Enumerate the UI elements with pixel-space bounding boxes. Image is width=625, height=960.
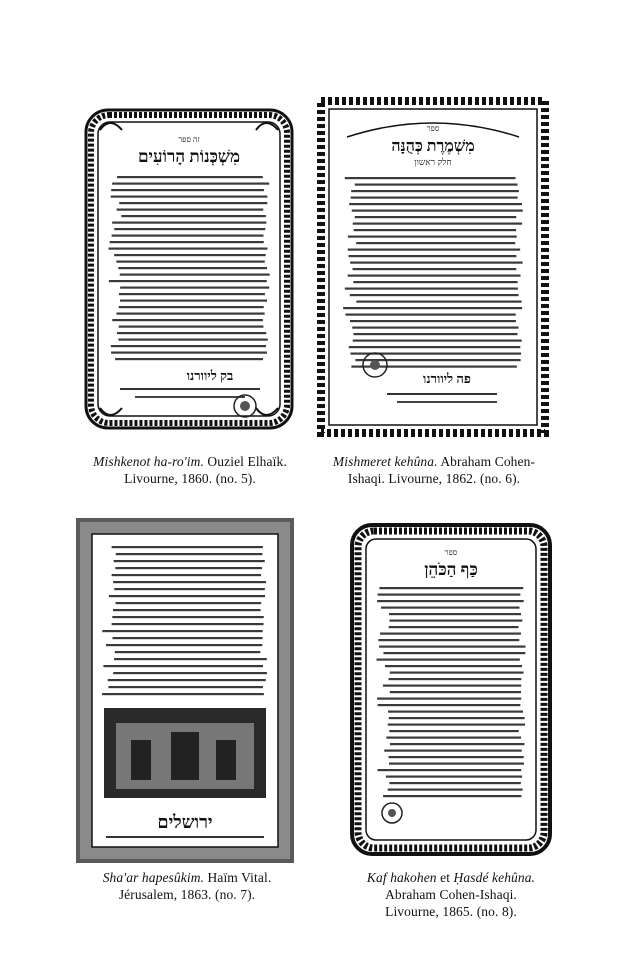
text-line [355,216,516,218]
text-line [348,275,521,277]
text-line [383,652,525,654]
caption-connector: et [436,870,454,885]
text-line [389,678,522,680]
caption-title-2: Ḥasdé kehûna. [453,870,536,885]
caption-figure-8 [340,869,562,920]
text-line [112,574,261,576]
text-line [111,196,268,198]
text-line [102,630,262,632]
caption-figure-7 [82,869,292,903]
caption-title: Mishkenot ha-ro'im. [93,454,204,469]
ornamental-frame-image [76,518,294,863]
plate-subtitle: חלק ראשון [414,157,452,167]
text-line [119,306,264,308]
plate-title: ירושלים [157,812,213,832]
text-line [102,693,264,695]
text-line [116,602,262,604]
text-line [351,190,519,192]
text-line [115,651,261,653]
text-line [377,698,521,700]
caption-line-2: Ishaqi. Livourne, 1862. (no. 6). [347,471,521,486]
text-line [348,236,517,238]
text-line [117,176,263,178]
plate-title: מִשְׁמֶרֶת כְּהֻנָּה [391,138,475,155]
text-line [377,600,524,602]
text-line [389,763,524,765]
text-line [114,254,266,256]
text-line [114,658,267,660]
ornamental-frame-image [80,104,298,434]
text-line [388,789,523,791]
text-line [118,267,267,269]
text-line [350,294,519,296]
text-line [381,607,519,609]
text-line [112,616,263,618]
text-line [111,345,266,347]
text-line [118,339,267,341]
hebrew-text-lines [109,176,270,360]
text-line [353,268,517,270]
plate-place: בק ליוורנו [186,368,234,383]
text-line [113,672,267,674]
text-line [379,587,523,589]
text-line [110,241,264,243]
text-line [390,743,524,745]
text-line [106,644,262,646]
text-line [349,255,517,257]
title-page-plate-shaar [76,518,294,863]
text-line [389,613,521,615]
text-line [112,637,262,639]
plate-title: כַּף הַכֹּהֵן [424,560,478,579]
plate-title: מִשְׁכְּנוֹת הָרוֹעִים [137,147,241,166]
caption-line-3: Livourne, 1865. (no. 8). [385,904,517,919]
text-line [111,189,264,191]
text-line [109,248,268,250]
caption-title: Mishmeret kehûna. [332,454,438,469]
text-line [114,588,265,590]
header-small: זה ספר [178,135,200,144]
text-line [352,327,518,329]
text-line [112,546,263,548]
text-line [115,358,263,360]
text-line [119,202,267,204]
text-line [386,737,521,739]
text-line [117,209,264,211]
text-line [350,262,522,264]
text-line [119,326,264,328]
text-line [383,685,521,687]
text-line [378,704,521,706]
text-line [388,724,525,726]
text-line [345,288,518,290]
ornamental-frame-image [348,521,554,858]
caption-author: Abraham Cohen- [437,454,536,469]
text-line [383,795,521,797]
text-line [389,730,518,732]
text-line [353,223,522,225]
text-line [351,197,518,199]
text-line [345,177,516,179]
title-page-plate-mishkenot [80,104,298,434]
text-line [353,333,517,335]
text-line [113,581,266,583]
text-line [377,769,521,771]
text-line [348,249,520,251]
text-line [354,229,516,231]
text-line [389,782,520,784]
text-line [108,679,266,681]
text-line [353,281,517,283]
caption-line-2: Abraham Cohen-Ishaqi. [385,887,517,902]
text-line [384,750,521,752]
text-line [377,659,520,661]
header-small: ספר [444,548,458,557]
text-line [389,620,522,622]
text-line [390,672,524,674]
text-line [356,242,515,244]
caption-line-2: Jérusalem, 1863. (no. 7). [118,887,256,902]
text-line [343,307,522,309]
text-line [385,665,522,667]
text-line [108,686,262,688]
text-line [386,776,522,778]
text-line [119,293,265,295]
text-line [390,691,521,693]
caption-title: Sha'ar hapesûkim. [102,870,205,885]
text-line [103,665,263,667]
hebrew-text-lines [343,177,523,368]
text-line [112,623,264,625]
text-line [349,203,522,205]
text-line [120,287,269,289]
text-line [353,340,522,342]
caption-title: Kaf hakohen [366,870,437,885]
text-line [113,609,261,611]
caption-figure-6 [318,453,550,487]
ornamental-frame-image [317,97,549,437]
text-line [389,756,524,758]
header-small: ספר [426,124,440,133]
caption-author: Ouziel Elhaïk. [203,454,287,469]
text-line [115,567,262,569]
text-line [116,261,264,263]
text-line [378,639,519,641]
text-line [356,301,521,303]
text-line [112,235,264,237]
text-line [352,210,523,212]
text-line [112,222,266,224]
text-line [112,183,269,185]
text-line [379,646,525,648]
text-line [111,352,267,354]
caption-line-2: Livourne, 1860. (no. 5). [124,471,256,486]
caption-figure-5 [74,453,306,487]
text-line [380,633,521,635]
text-line [350,320,516,322]
text-line [109,595,265,597]
text-line [121,215,266,217]
title-page-plate-kaf-hakohen [348,521,554,858]
text-line [345,314,515,316]
text-line [389,717,525,719]
text-line [355,184,518,186]
text-line [120,300,267,302]
text-line [349,346,521,348]
text-line [114,560,265,562]
hebrew-text-lines [377,587,526,797]
text-line [355,359,520,361]
plate-place: פה ליוורנו [423,371,471,386]
text-line [117,332,266,334]
text-line [388,711,523,713]
text-line [116,313,264,315]
text-line [116,553,263,555]
text-line [389,626,519,628]
text-line [120,274,270,276]
text-line [378,594,521,596]
text-line [114,228,265,230]
caption-author: Haïm Vital. [204,870,272,885]
text-line [112,319,263,321]
text-line [109,280,267,282]
title-page-plate-mishmeret [317,97,549,437]
